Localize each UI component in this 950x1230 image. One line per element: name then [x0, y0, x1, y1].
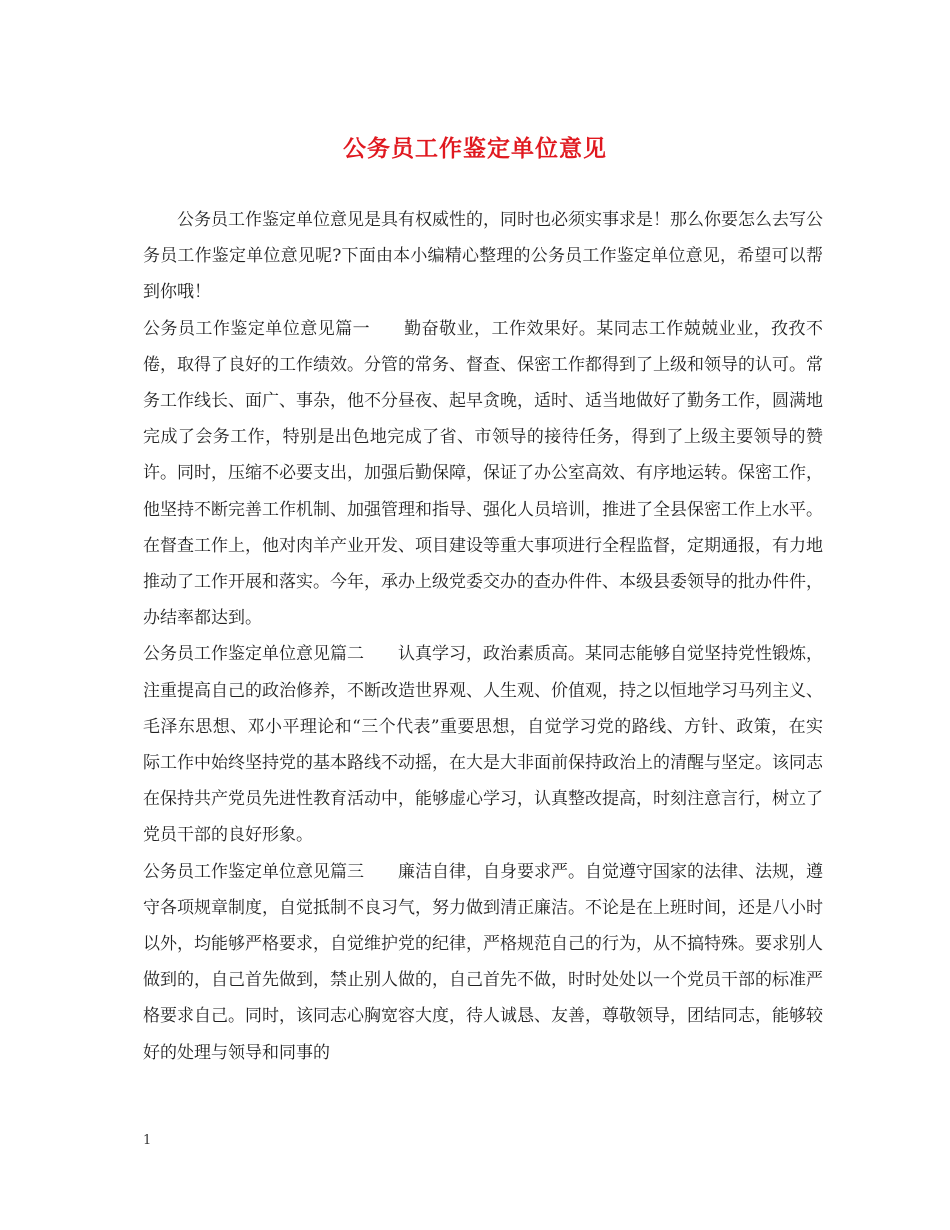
- section-paragraph-1: [143, 311, 823, 637]
- intro-paragraph: 公务员工作鉴定单位意见是具有权威性的，同时也必须实事求是！那么你要怎么去写公务员工作鉴定单位意见呢?下面由本小编精心整理的公务员工作鉴定单位意见，希望可以帮到你哦！: [143, 210, 823, 303]
- section-heading-2: 公务员工作鉴定单位意见篇二: [143, 644, 364, 665]
- section-heading-1: 公务员工作鉴定单位意见篇一: [143, 318, 371, 339]
- document-body: [143, 202, 823, 1071]
- document-title: 公务员工作鉴定单位意见: [343, 135, 607, 162]
- section-paragraph-3: [143, 854, 823, 1071]
- page-number: 1: [143, 1133, 152, 1148]
- section-paragraph-2: [143, 636, 823, 853]
- section-text-3: 廉洁自律，自身要求严。自觉遵守国家的法律、法规，遵守各项规章制度，自觉抵制不良习气，努力做到清正廉洁。不论是在上班时间，还是八小时以外，均能够严格要求，自觉维护党的纪律，严格规范自己的行为，从不搞特殊。要求别人做到的，自己首先做到，禁止别人做的，自己首先不做，时时处处以一个党员干部的标准严格要求自己。同时，该同志心胸宽容大度，待人诚恳、友善，尊敬领导，团结同志，能够较好的处理与领导和同事的: [143, 861, 823, 1063]
- section-text-1: 勤奋敬业，工作效果好。某同志工作兢兢业业，孜孜不倦，取得了良好的工作绩效。分管的常务、督查、保密工作都得到了上级和领导的认可。常务工作线长、面广、事杂，他不分昼夜、起早贪晚，适时、适当地做好了勤务工作，圆满地完成了会务工作，特别是出色地完成了省、市领导的接待任务，得到了上级主要领导的赞许。同时，压缩不必要支出，加强后勤保障，保证了办公室高效、有序地运转。保密工作，他坚持不断完善工作机制、加强管理和指导、强化人员培训，推进了全县保密工作上水平。在督查工作上，他对肉羊产业开发、项目建设等重大事项进行全程监督，定期通报，有力地推动了工作开展和落实。今年，承办上级党委交办的查办件件、本级县委领导的批办件件，办结率都达到。: [143, 318, 824, 629]
- section-text-2: 认真学习，政治素质高。某同志能够自觉坚持党性锻炼，注重提高自己的政治修养，不断改造世界观、人生观、价值观，持之以恒地学习马列主义、毛泽东思想、邓小平理论和“三个代表”重要思想，自觉学习党的路线、方针、政策，在实际工作中始终坚持党的基本路线不动摇，在大是大非面前保持政治上的清醒与坚定。该同志在保持共产党员先进性教育活动中，能够虚心学习，认真整改提高，时刻注意言行，树立了党员干部的良好形象。: [143, 644, 823, 846]
- section-heading-3: 公务员工作鉴定单位意见篇三: [143, 861, 364, 882]
